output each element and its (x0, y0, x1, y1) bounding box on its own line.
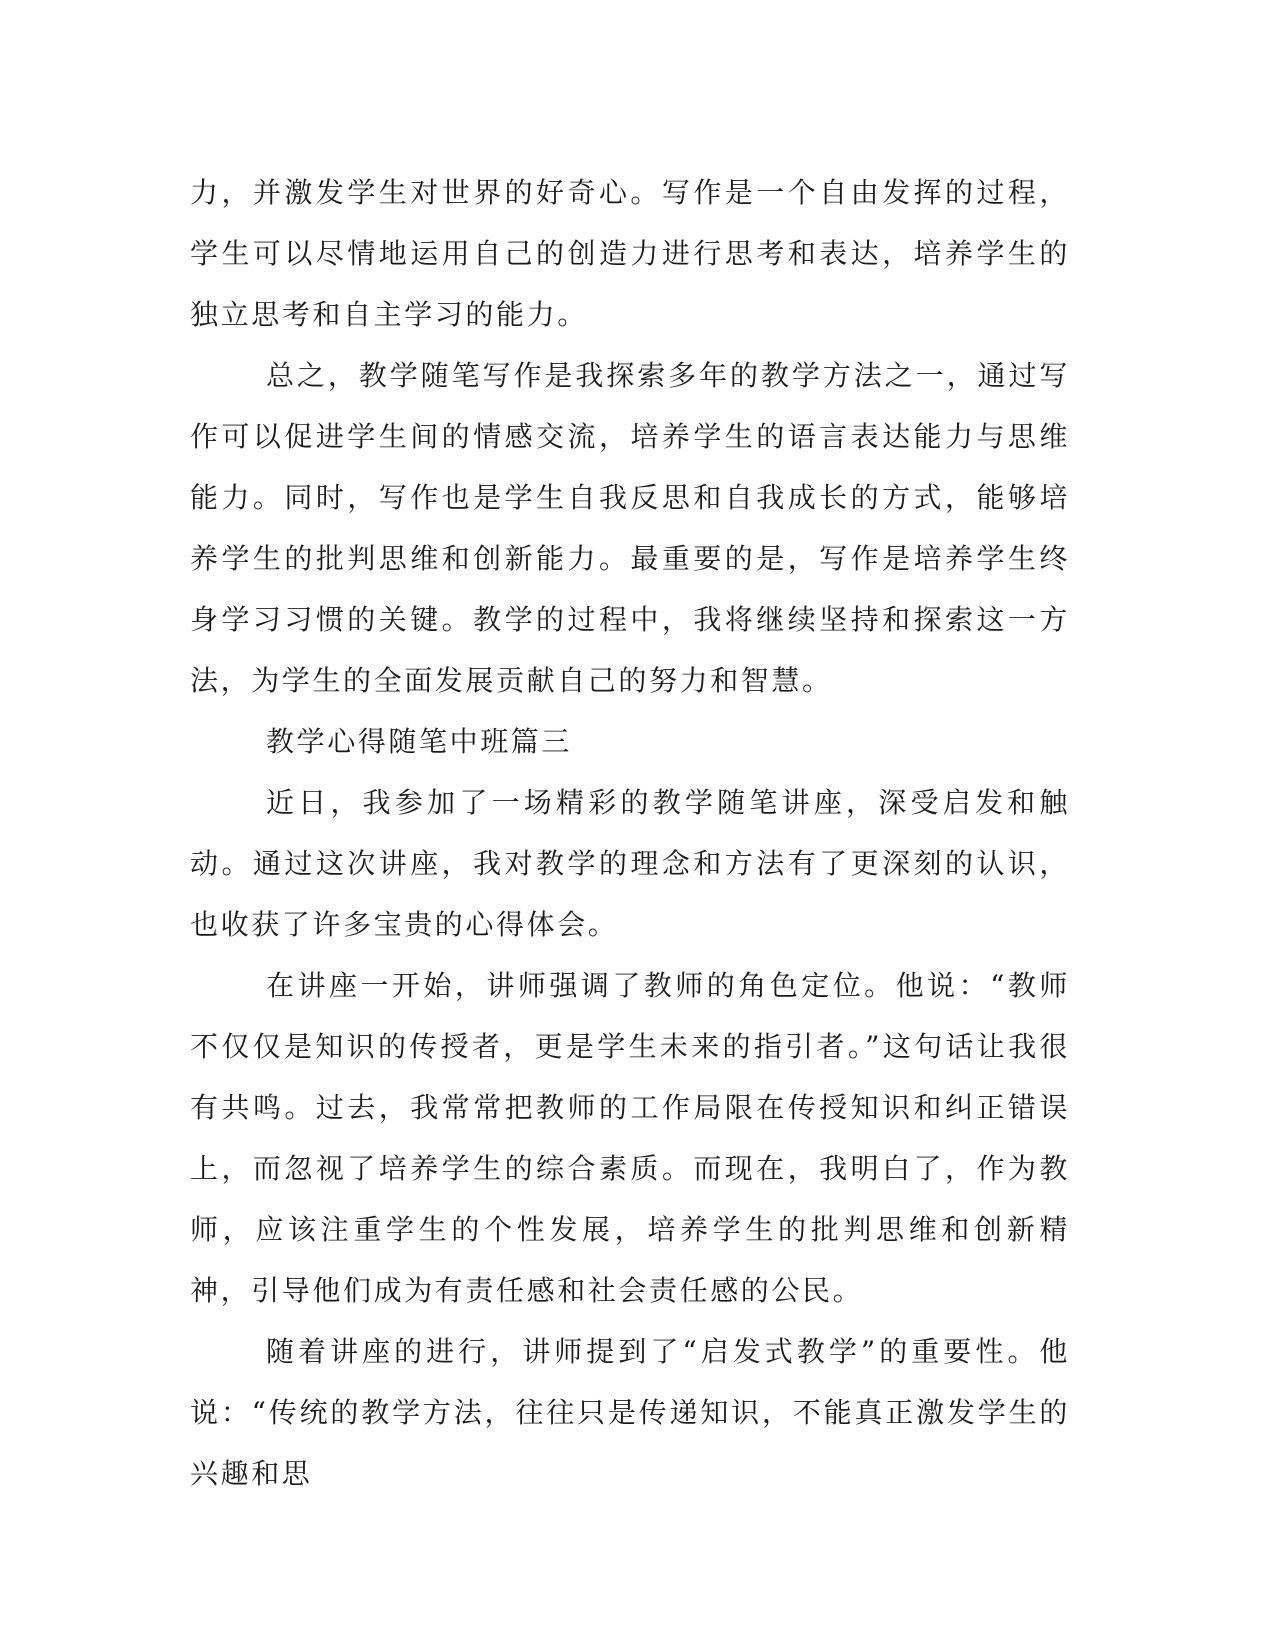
section-heading: 教学心得随笔中班篇三 (266, 725, 573, 758)
document-body (190, 162, 1070, 1504)
paragraph-teacher-role: 在讲座一开始，讲师强调了教师的角色定位。他说：“教师不仅仅是知识的传授者，更是学生未来的指引者。”这句话让我很有共鸣。过去，我常常把教师的工作局限在传授知识和纠正错误上，而忽视了培养学生的综合素质。而现在，我明白了，作为教师，应该注重学生的个性发展，培养学生的批判思维和创新精神，引导他们成为有责任感和社会责任感的公民。 (190, 969, 1070, 1307)
paragraph-summary: 总之，教学随笔写作是我探索多年的教学方法之一，通过写作可以促进学生间的情感交流，培养学生的语言表达能力与思维能力。同时，写作也是学生自我反思和自我成长的方式，能够培养学生的批判思维和创新能力。最重要的是，写作是培养学生终身学习习惯的关键。教学的过程中，我将继续坚持和探索这一方法，为学生的全面发展贡献自己的努力和智慧。 (190, 359, 1070, 697)
paragraph-heuristic-teaching: 随着讲座的进行，讲师提到了“启发式教学”的重要性。他说：“传统的教学方法，往往只是传递知识，不能真正激发学生的兴趣和思 (190, 1335, 1070, 1490)
paragraph-intro: 近日，我参加了一场精彩的教学随笔讲座，深受启发和触动。通过这次讲座，我对教学的理念和方法有了更深刻的认识，也收获了许多宝贵的心得体会。 (190, 786, 1070, 941)
paragraph-continuation: 力，并激发学生对世界的好奇心。写作是一个自由发挥的过程，学生可以尽情地运用自己的创造力进行思考和表达，培养学生的独立思考和自主学习的能力。 (190, 176, 1070, 331)
